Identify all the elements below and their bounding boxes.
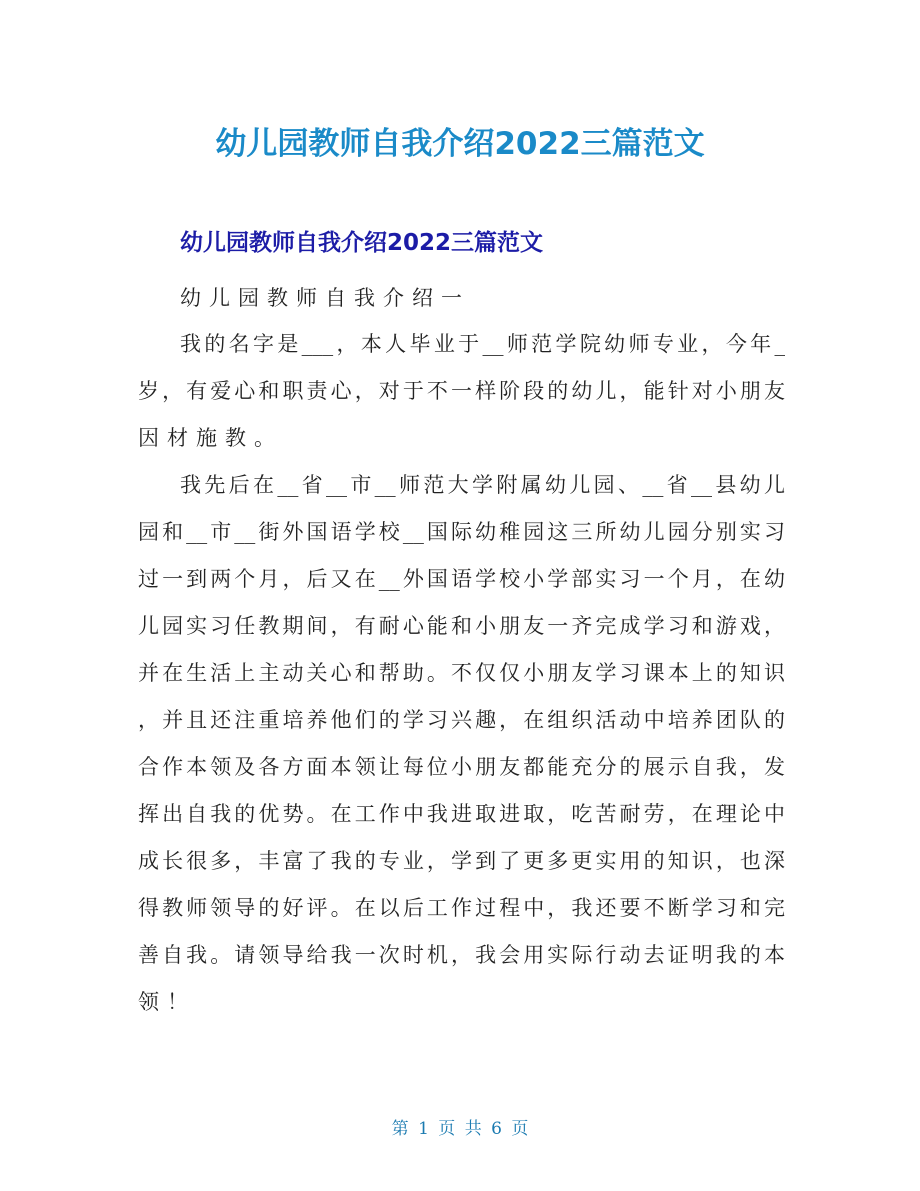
paragraph-line: 因材施教。 xyxy=(138,426,283,450)
paragraph-line: 挥出自我的优势。在工作中我进取进取，吃苦耐劳，在理论中 xyxy=(138,802,785,826)
paragraph-line: 我的名字是___，本人毕业于__师范学院幼师专业，今年_ xyxy=(180,332,785,356)
paragraph-line: 合作本领及各方面本领让每位小朋友都能充分的展示自我，发 xyxy=(138,755,785,779)
page-number: 第 1 页 共 6 页 xyxy=(391,1119,529,1139)
paragraph-line: ，并且还注重培养他们的学习兴趣，在组织活动中培养团队的 xyxy=(138,708,785,732)
document-title: 幼儿园教师自我介绍2022三篇范文 xyxy=(215,126,705,162)
paragraph-line: 岁，有爱心和职责心，对于不一样阶段的幼儿，能针对小朋友 xyxy=(138,379,785,403)
paragraph-line: 善自我。请领导给我一次时机，我会用实际行动去证明我的本 xyxy=(138,943,785,967)
paragraph-line: 得教师领导的好评。在以后工作过程中，我还要不断学习和完 xyxy=(138,896,785,920)
paragraph-line: 成长很多，丰富了我的专业，学到了更多更实用的知识，也深 xyxy=(138,849,785,873)
paragraph-line: 过一到两个月，后又在__外国语学校小学部实习一个月，在幼 xyxy=(138,567,785,591)
paragraph-line: 并在生活上主动关心和帮助。不仅仅小朋友学习课本上的知识 xyxy=(138,661,785,685)
document-subtitle: 幼儿园教师自我介绍2022三篇范文 xyxy=(180,230,544,256)
paragraph-line: 儿园实习任教期间，有耐心能和小朋友一齐完成学习和游戏， xyxy=(138,614,785,638)
section-heading: 幼儿园教师自我介绍一 xyxy=(180,286,470,310)
paragraph-line: 领！ xyxy=(138,990,196,1014)
paragraph-line: 我先后在__省__市__师范大学附属幼儿园、__省__县幼儿 xyxy=(180,473,785,497)
paragraph-line: 园和__市__街外国语学校__国际幼稚园这三所幼儿园分别实习 xyxy=(138,520,785,544)
